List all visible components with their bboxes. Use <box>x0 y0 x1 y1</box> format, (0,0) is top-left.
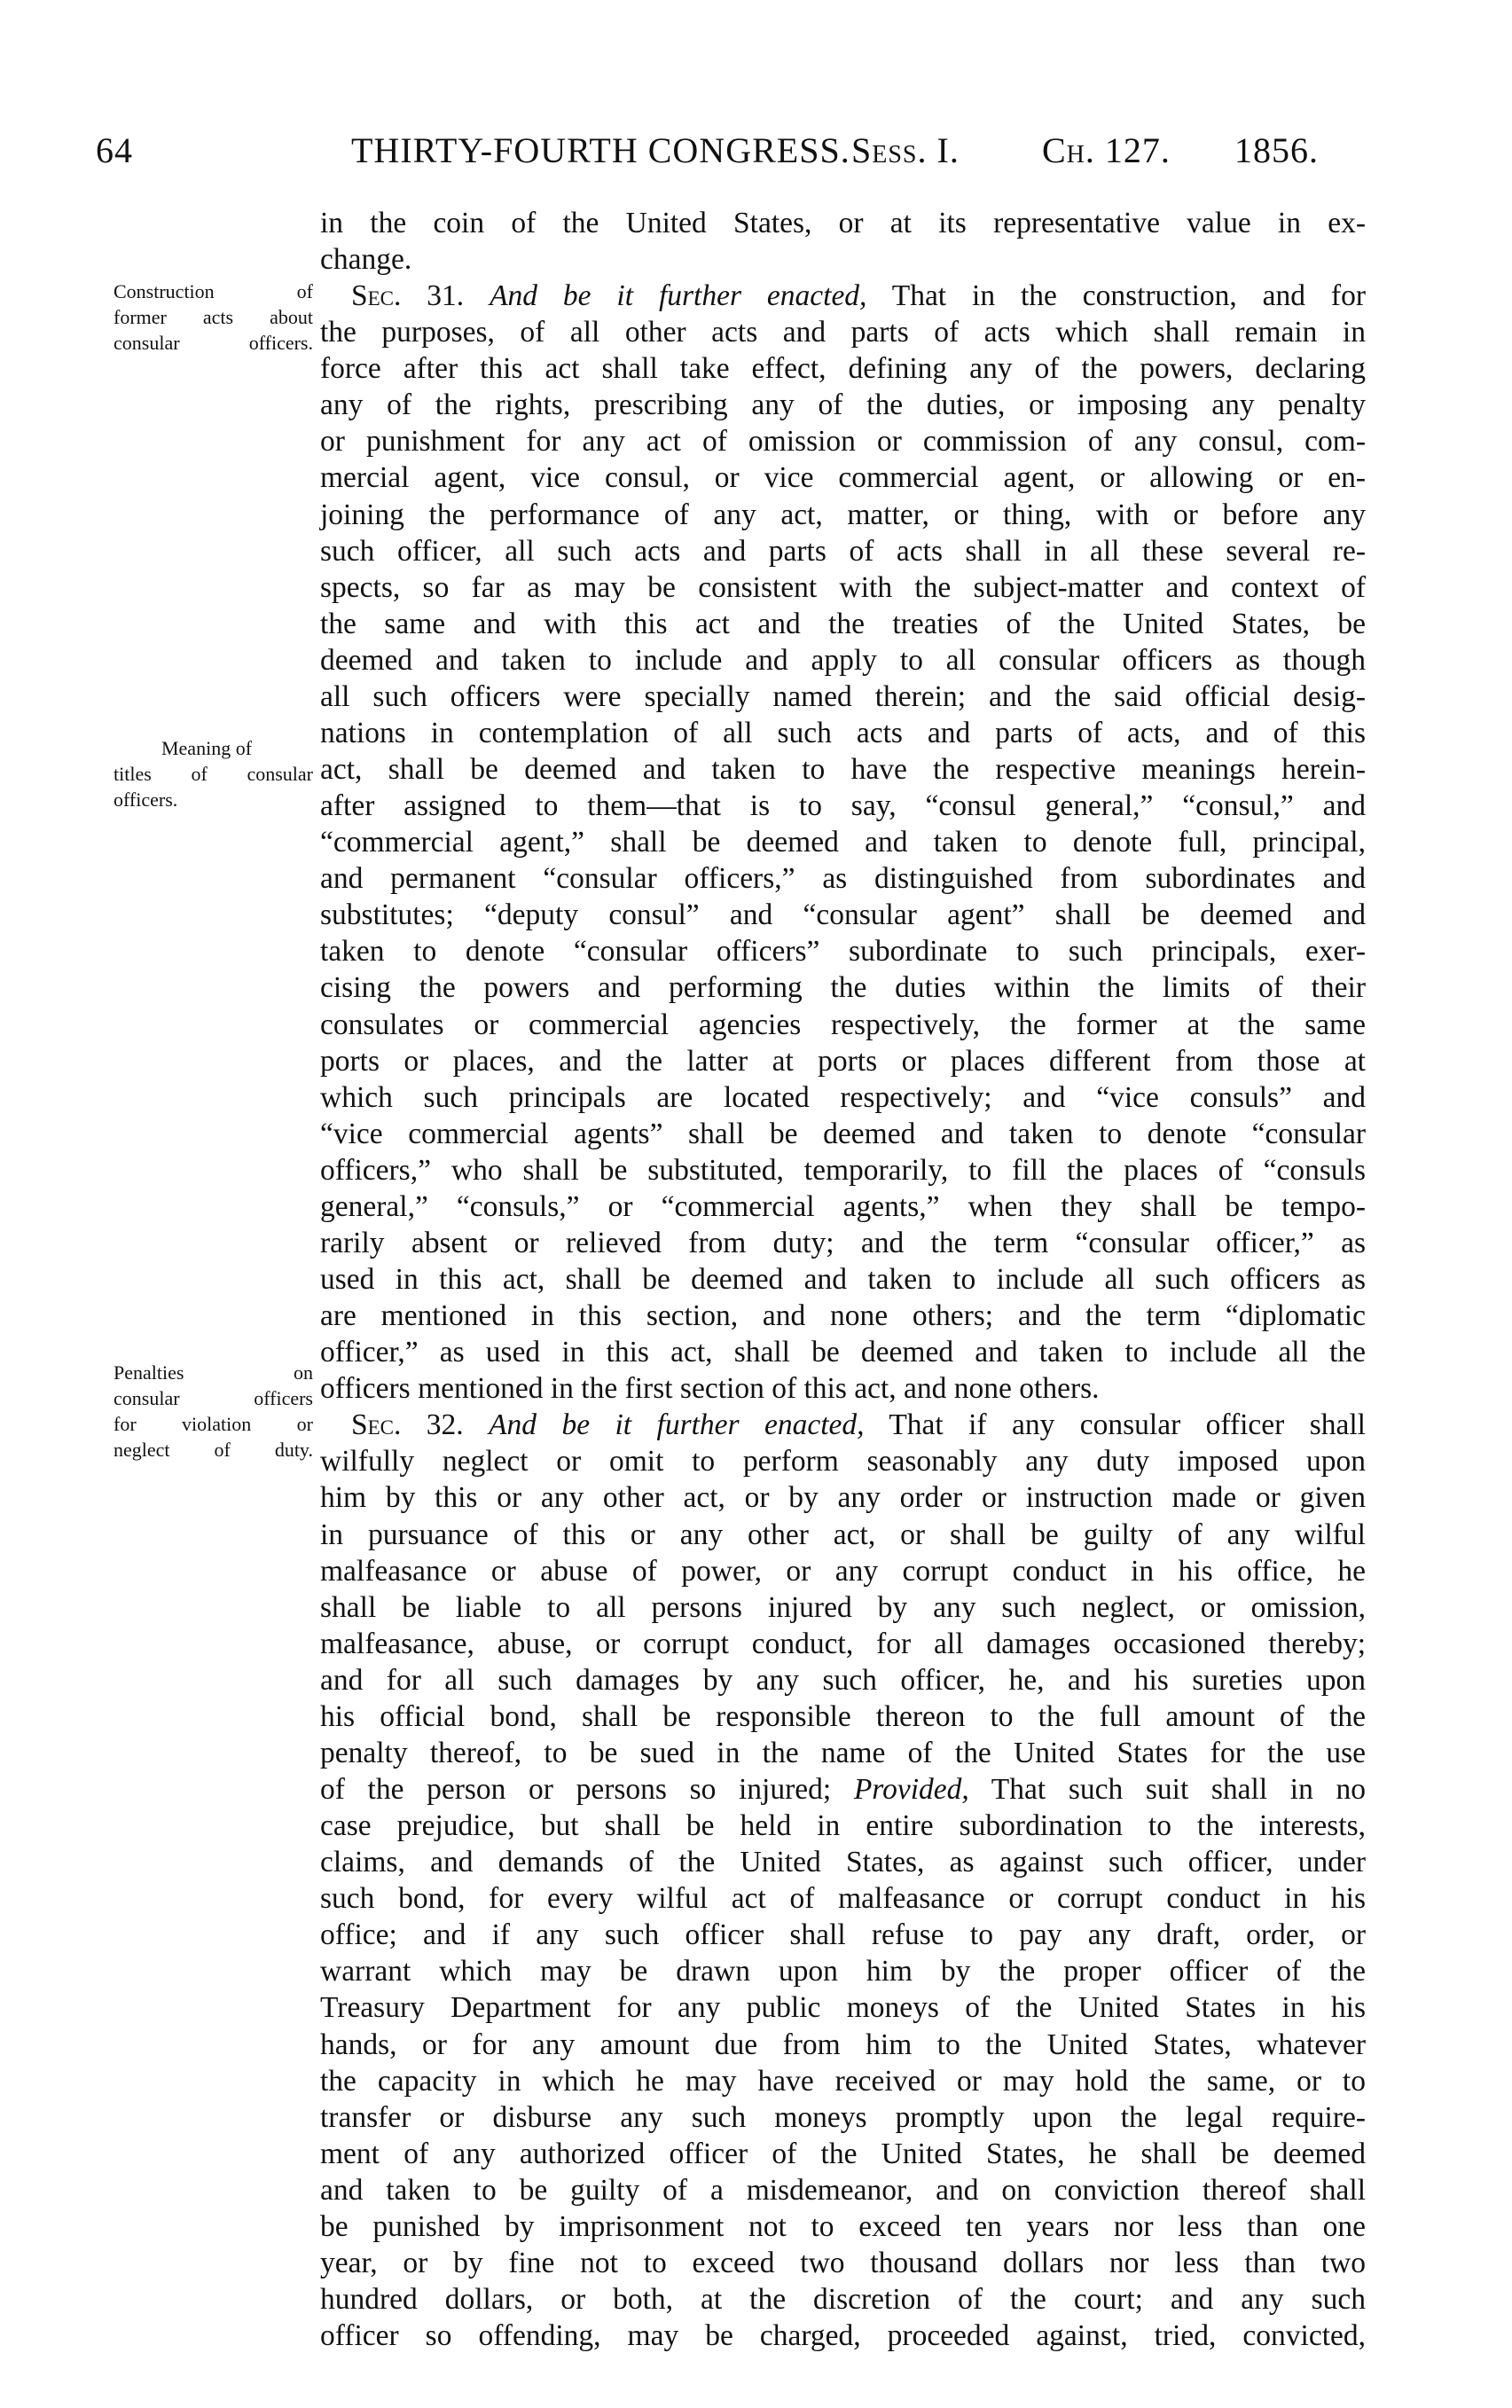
text-line <box>320 1517 1366 1553</box>
page-number: 64 <box>96 130 133 170</box>
text-line <box>320 1334 1366 1370</box>
text-line <box>320 423 1366 459</box>
text-segment: shall be liable to all persons injured by any such neglect, or omission, <box>320 1590 1366 1624</box>
text-line <box>320 1479 1366 1516</box>
text-line <box>320 1735 1366 1771</box>
text-line <box>320 1698 1366 1735</box>
margin-note <box>114 278 313 356</box>
text-segment: officers mentioned in the first section of this act, and none others. <box>320 1372 1100 1406</box>
text-segment: joining the performance of any act, matter, or thing, with or before any <box>320 498 1366 531</box>
text-line <box>320 387 1366 423</box>
text-segment: transfer or disburse any such moneys promptly upon the legal require- <box>320 2100 1366 2134</box>
text-segment: penalty thereof, to be sued in the name of the United States for the use <box>320 1736 1366 1769</box>
text-segment: all such officers were specially named therein; and the said official desig- <box>320 679 1366 713</box>
text-segment: hands, or for any amount due from him to the United States, whatever <box>320 2028 1366 2061</box>
text-segment: hundred dollars, or both, at the discretion of the court; and any such <box>320 2282 1366 2316</box>
text-line <box>320 314 1366 350</box>
text-segment: which such principals are located respectively; and “vice consuls” and <box>320 1080 1366 1114</box>
text-segment: “vice commercial agents” shall be deemed and taken to denote “consular <box>320 1117 1366 1150</box>
text-line <box>320 569 1366 606</box>
text-segment: rarily absent or relieved from duty; and the term “consular officer,” as <box>320 1226 1366 1259</box>
text-segment: spects, so far as may be consistent with the subject-matter and context of <box>320 570 1366 604</box>
margin-note-line: neglect of duty. <box>114 1439 313 1461</box>
text-line <box>320 1043 1366 1079</box>
text-segment: “commercial agent,” shall be deemed and taken to denote full, principal, <box>320 826 1366 859</box>
text-segment: officer,” as used in this act, shall be deemed and taken to include all the <box>320 1336 1366 1369</box>
text-line <box>351 278 1366 314</box>
text-line <box>320 1917 1366 1953</box>
text-segment: malfeasance, abuse, or corrupt conduct, for all damages occasioned thereby; <box>320 1627 1366 1660</box>
text-line <box>320 824 1366 860</box>
text-segment: the same and with this act and the treaties of the United States, be <box>320 607 1366 640</box>
header-year: 1856. <box>1234 130 1319 170</box>
text-line <box>320 969 1366 1006</box>
text-segment: and for all such damages by any such officer, he, and his sureties upon <box>320 1663 1366 1697</box>
text-segment: case prejudice, but shall be held in entire subordination to the interests, <box>320 1809 1366 1843</box>
margin-note-line: Construction of <box>114 280 313 302</box>
text-segment: warrant which may be drawn upon him by the proper officer of the <box>320 1955 1366 1988</box>
text-line <box>320 2245 1366 2281</box>
text-segment: Treasury Department for any public moneys of the United States in his <box>320 1991 1366 2025</box>
margin-note-line: consular officers. <box>114 332 313 354</box>
text-segment: wilfully neglect or omit to perform seasonably any duty imposed upon <box>320 1445 1366 1479</box>
text-segment: deemed and taken to include and apply to all consular officers as though <box>320 643 1366 677</box>
text-line <box>320 1880 1366 1917</box>
section-number: Sec. 31. <box>351 279 490 313</box>
margin-note <box>114 735 313 812</box>
text-segment: cising the powers and performing the duties within the limits of their <box>320 971 1366 1005</box>
text-segment: are mentioned in this section, and none others; and the term “diplomatic <box>320 1299 1366 1333</box>
italic-phrase: And be it further enacted, <box>490 279 867 313</box>
margin-note-line: Penalties on <box>114 1361 313 1384</box>
text-line <box>320 1079 1366 1116</box>
text-line <box>320 2099 1366 2136</box>
margin-note <box>114 1360 313 1463</box>
text-segment: used in this act, shall be deemed and taken to include all such officers as <box>320 1263 1366 1297</box>
text-line <box>320 1370 1366 1407</box>
text-segment: or punishment for any act of omission or commission of any consul, com- <box>320 425 1366 459</box>
margin-note-line: for violation or <box>114 1413 313 1435</box>
text-segment: his official bond, shall be responsible thereon to the full amount of the <box>320 1699 1366 1733</box>
header-session: Sess. I. <box>851 130 960 170</box>
text-line <box>320 1188 1366 1225</box>
text-line <box>320 2063 1366 2099</box>
text-line <box>320 2281 1366 2318</box>
text-segment: officer so offending, may be charged, proceeded against, tried, convicted, <box>320 2319 1366 2353</box>
margin-note-line: titles of consular <box>114 763 313 785</box>
text-line <box>320 933 1366 969</box>
margin-note-line: former acts about <box>114 306 313 328</box>
text-line <box>320 1626 1366 1662</box>
header-chapter: Ch. 127. <box>1042 130 1171 170</box>
text-line <box>320 1662 1366 1698</box>
text-line <box>320 1989 1366 2026</box>
text-line <box>320 1844 1366 1880</box>
text-line <box>320 1007 1366 1043</box>
text-segment: ports or places, and the latter at ports or places different from those at <box>320 1044 1366 1078</box>
text-segment: such bond, for every wilful act of malfeasance or corrupt conduct in his <box>320 1882 1366 1916</box>
text-line <box>320 1443 1366 1479</box>
text-line <box>320 350 1366 387</box>
text-segment: consulates or commercial agencies respectively, the former at the same <box>320 1008 1366 1041</box>
text-line <box>320 2172 1366 2208</box>
text-line <box>320 1589 1366 1626</box>
text-line <box>320 1261 1366 1298</box>
text-line <box>320 606 1366 642</box>
text-line <box>320 459 1366 496</box>
text-line <box>320 1771 1366 1808</box>
text-line <box>320 533 1366 569</box>
text-segment: be punished by imprisonment not to exceed ten years nor less than one <box>320 2209 1366 2243</box>
text-segment: act, shall be deemed and taken to have the respective meanings herein- <box>320 753 1366 787</box>
text-line <box>320 751 1366 788</box>
header-title: THIRTY-FOURTH CONGRESS. <box>351 130 850 170</box>
italic-phrase: And be it further enacted, <box>489 1408 865 1442</box>
text-segment: That in the construction, and for <box>866 279 1366 313</box>
text-segment: and taken to be guilty of a misdemeanor, and on conviction thereof shall <box>320 2173 1366 2207</box>
text-segment: after assigned to them—that is to say, “consul general,” “consul,” and <box>320 789 1366 823</box>
text-segment: in the coin of the United States, or at its representative value in ex- <box>320 207 1366 239</box>
text-line <box>320 788 1366 824</box>
text-segment: any of the rights, prescribing any of the duties, or imposing any penalty <box>320 388 1366 422</box>
text-line <box>320 678 1366 715</box>
text-line <box>320 1808 1366 1844</box>
text-segment: general,” “consuls,” or “commercial agents,” when they shall be tempo- <box>320 1189 1366 1223</box>
section-number: Sec. 32. <box>351 1408 490 1442</box>
text-line <box>320 2027 1366 2063</box>
text-segment: nations in contemplation of all such acts and parts of acts, and of this <box>320 716 1366 749</box>
text-segment: claims, and demands of the United States, as against such officer, under <box>320 1846 1366 1879</box>
text-line <box>320 715 1366 751</box>
text-segment: substitutes; “deputy consul” and “consular agent” shall be deemed and <box>320 898 1366 932</box>
text-line <box>320 1953 1366 1989</box>
text-segment: of the person or persons so injured; <box>320 1773 854 1806</box>
text-line <box>320 1298 1366 1334</box>
text-line <box>320 1116 1366 1152</box>
margin-note-line: officers. <box>114 788 178 811</box>
text-segment: force after this act shall take effect, defining any of the powers, declaring <box>320 352 1366 386</box>
text-line <box>320 642 1366 678</box>
text-segment: malfeasance or abuse of power, or any corrupt conduct in his office, he <box>320 1554 1366 1588</box>
text-segment: That if any consular officer shall <box>864 1408 1366 1442</box>
text-segment: change. <box>320 243 412 277</box>
text-segment: the purposes, of all other acts and parts of acts which shall remain in <box>320 316 1366 349</box>
text-segment: taken to denote “consular officers” subordinate to such principals, exer- <box>320 935 1366 969</box>
text-line <box>320 1225 1366 1261</box>
text-segment: mercial agent, vice consul, or vice commercial agent, or allowing or en- <box>320 461 1366 495</box>
text-segment: That such suit shall in no <box>968 1773 1366 1806</box>
text-segment: him by this or any other act, or by any order or instruction made or given <box>320 1481 1366 1515</box>
text-segment: ment of any authorized officer of the United States, he shall be deemed <box>320 2137 1366 2170</box>
text-line <box>351 1407 1366 1443</box>
text-segment: year, or by fine not to exceed two thousand dollars nor less than two <box>320 2246 1366 2279</box>
text-segment: officers,” who shall be substituted, temporarily, to fill the places of “consuls <box>320 1153 1366 1187</box>
margin-note-line: Meaning of <box>161 737 253 759</box>
text-line <box>320 860 1366 897</box>
italic-phrase: Provided, <box>853 1773 969 1806</box>
text-line <box>320 2208 1366 2245</box>
text-segment: office; and if any such officer shall refuse to pay any draft, order, or <box>320 1918 1366 1952</box>
text-line <box>320 897 1366 933</box>
text-line <box>320 497 1366 533</box>
text-line <box>320 205 1366 241</box>
text-line <box>320 1553 1366 1589</box>
text-line <box>320 2136 1366 2172</box>
text-segment: the capacity in which he may have received or may hold the same, or to <box>320 2064 1366 2098</box>
text-segment: in pursuance of this or any other act, or shall be guilty of any wilful <box>320 1518 1366 1551</box>
margin-note-line: consular officers <box>114 1387 313 1409</box>
text-segment: and permanent “consular officers,” as distinguished from subordinates and <box>320 862 1366 896</box>
text-line <box>320 1152 1366 1188</box>
text-line <box>320 2318 1366 2354</box>
text-segment: such officer, all such acts and parts of acts shall in all these several re- <box>320 534 1366 568</box>
text-line <box>320 241 1366 278</box>
